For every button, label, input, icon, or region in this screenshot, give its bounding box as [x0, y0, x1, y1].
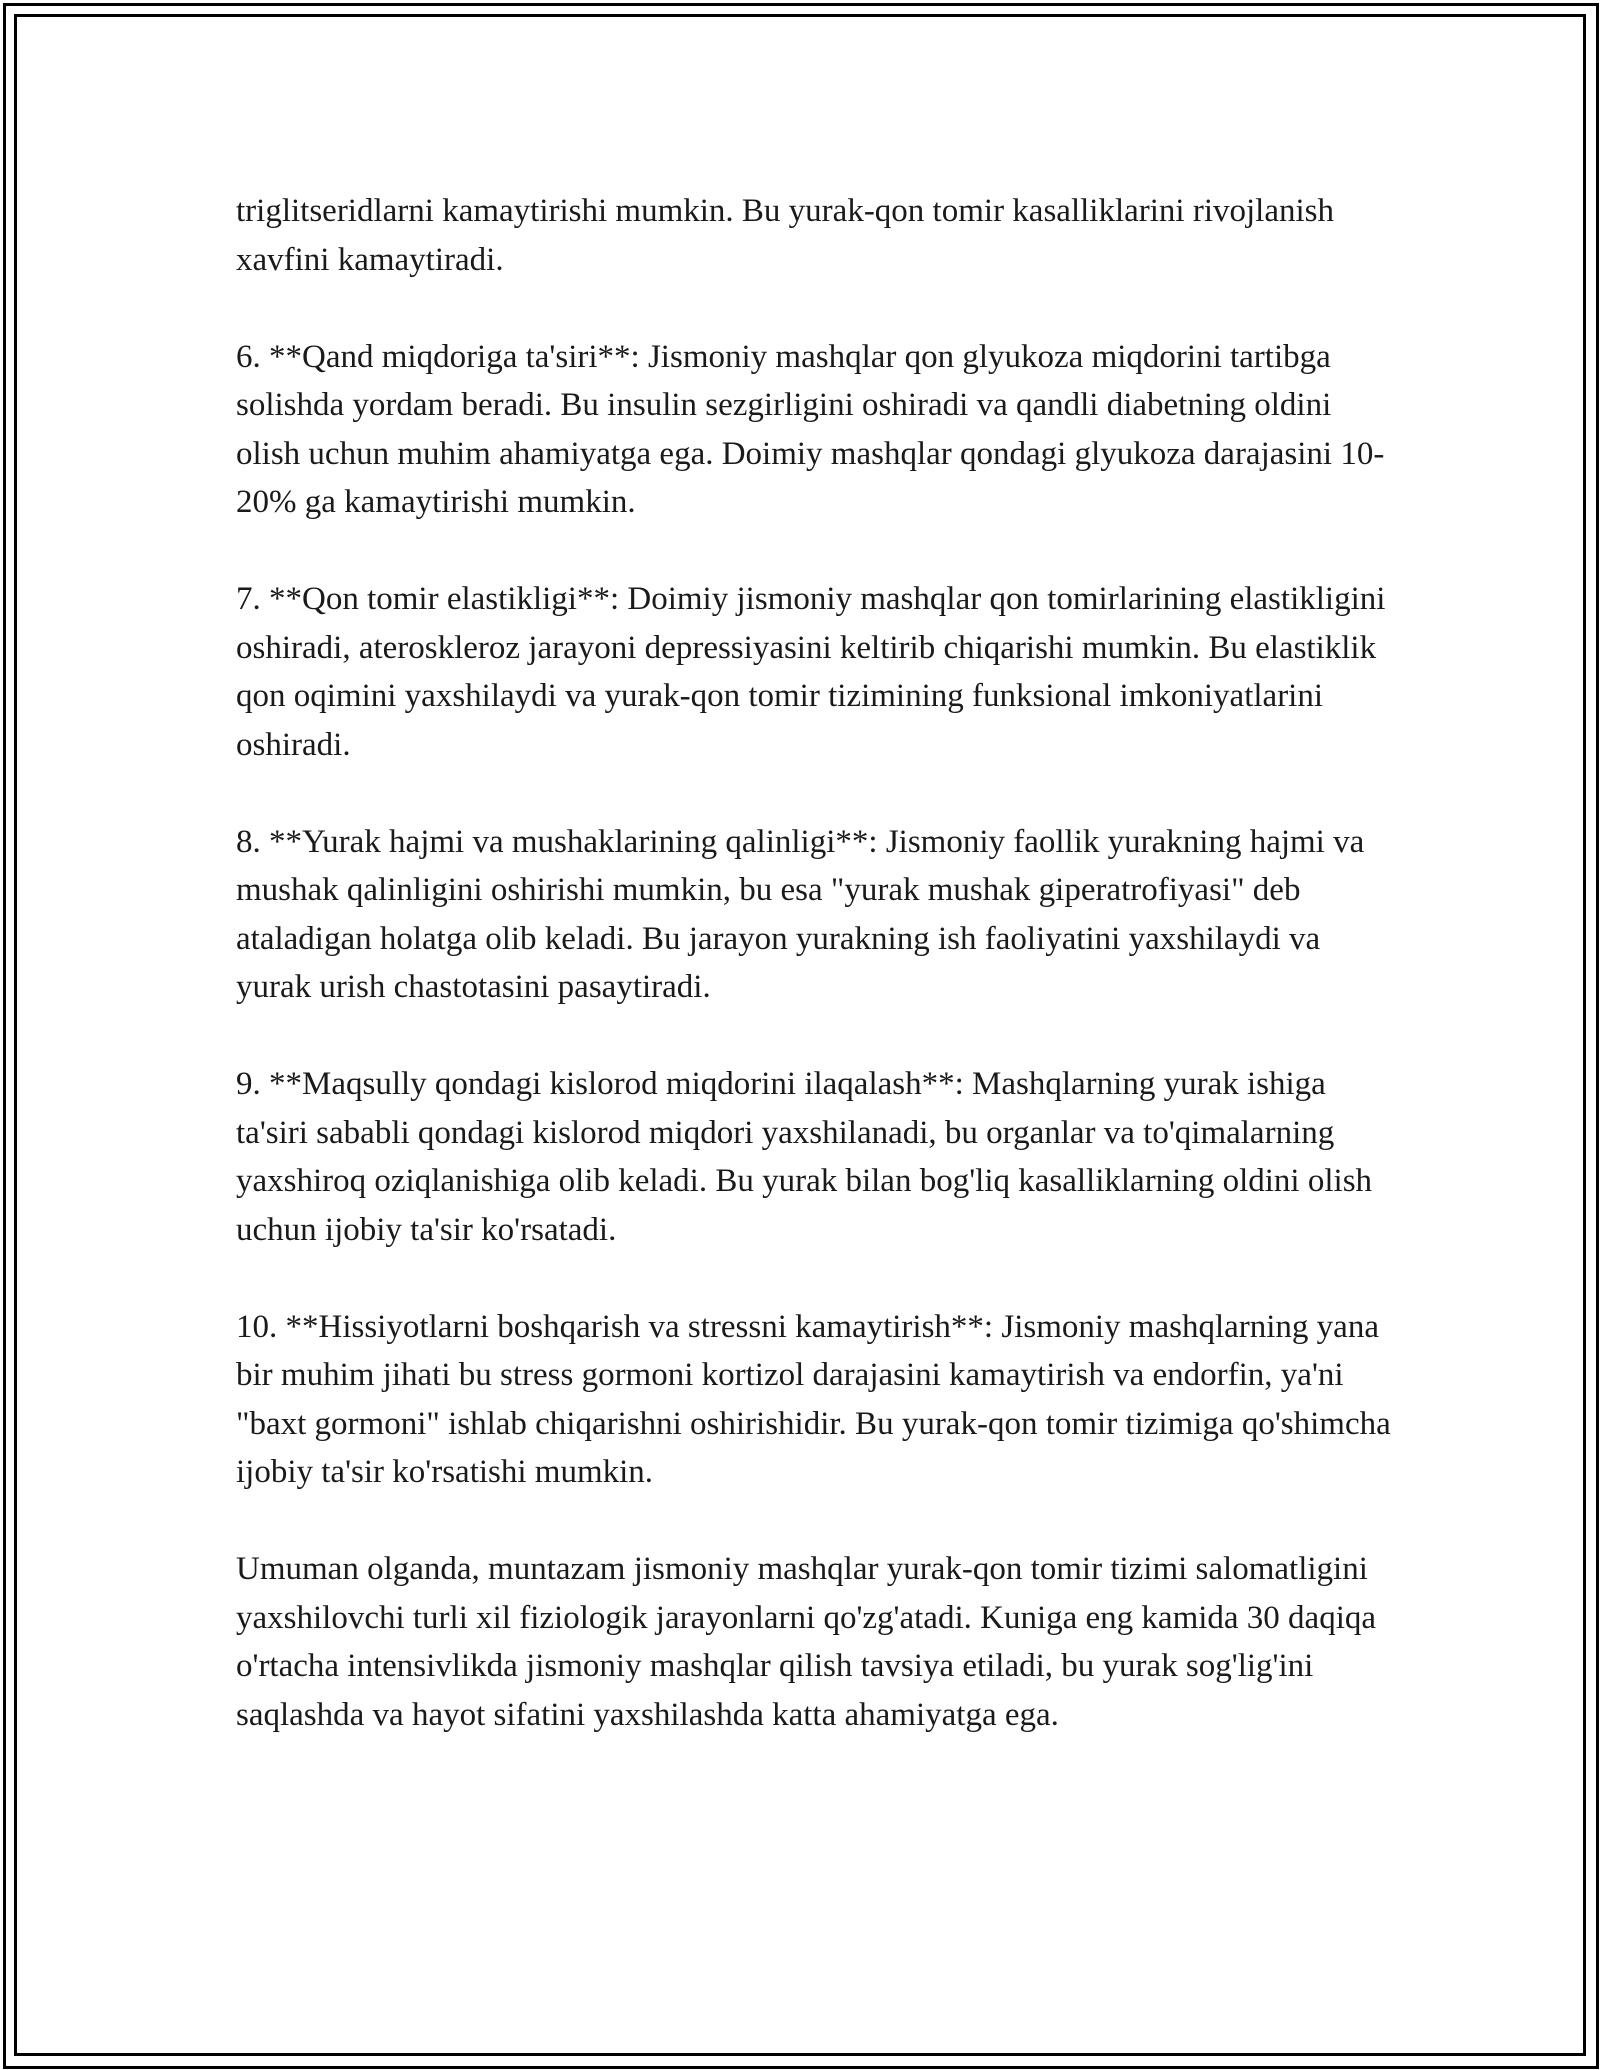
paragraph-continuation: triglitseridlarni kamaytirishi mumkin. Bu yurak-qon tomir kasalliklarini rivojlanish xavfini kamaytiradi.: [236, 193, 1334, 278]
paragraph-item-6: 6. **Qand miqdoriga ta'siri**: Jismoniy mashqlar qon glyukoza miqdorini tartibga solishda yordam beradi. Bu insulin sezgirligini oshiradi va qandli diabetning oldini olish uchun muhim ahamiyatga ega. Doimiy mashqlar qondagi glyukoza darajasini 10-20% ga kamaytirishi mumkin.: [236, 338, 1385, 520]
paragraph-conclusion: Umuman olganda, muntazam jismoniy mashqlar yurak-qon tomir tizimi salomatligini yaxshilovchi turli xil fiziologik jarayonlarni qo'zg'atadi. Kuniga eng kamida 30 daqiqa o'rtacha intensivlikda jismoniy mashqlar qilish tavsiya etiladi, bu yurak sog'lig'ini saqlashda va hayot sifatini yaxshilashda katta ahamiyatga ega.: [236, 1551, 1377, 1733]
paragraph-item-10: 10. **Hissiyotlarni boshqarish va stressni kamaytirish**: Jismoniy mashqlarning yana bir muhim jihati bu stress gormoni kortizol darajasini kamaytirish va endorfin, ya'ni "baxt gormoni" ishlab chiqarishni oshirishidir. Bu yurak-qon tomir tizimiga qo'shimcha ijobiy ta'sir ko'rsatishi mumkin.: [236, 1308, 1391, 1490]
paragraph-item-9: 9. **Maqsully qondagi kislorod miqdorini ilaqalash**: Mashqlarning yurak ishiga ta'siri sababli qondagi kislorod miqdori yaxshilanadi, bu organlar va to'qimalarning yaxshiroq oziqlanishiga olib keladi. Bu yurak bilan bog'liq kasalliklarning oldini olish uchun ijobiy ta'sir ko'rsatadi.: [236, 1066, 1373, 1248]
paragraph-item-7: 7. **Qon tomir elastikligi**: Doimiy jismoniy mashqlar qon tomirlarining elastikligini oshiradi, ateroskleroz jarayoni depressiyasini keltirib chiqarishi mumkin. Bu elastiklik qon oqimini yaxshilaydi va yurak-qon tomir tizimining funksional imkoniyatlarini oshiradi.: [236, 581, 1386, 763]
paragraph-item-8: 8. **Yurak hajmi va mushaklarining qalinligi**: Jismoniy faollik yurakning hajmi va mushak qalinligini oshirishi mumkin, bu esa "yurak mushak giperatrofiyasi" deb ataladigan holatga olib keladi. Bu jarayon yurakning ish faoliyatini yaxshilaydi va yurak urish chastotasini pasaytiradi.: [236, 823, 1365, 1005]
document-body: [236, 187, 1396, 1739]
